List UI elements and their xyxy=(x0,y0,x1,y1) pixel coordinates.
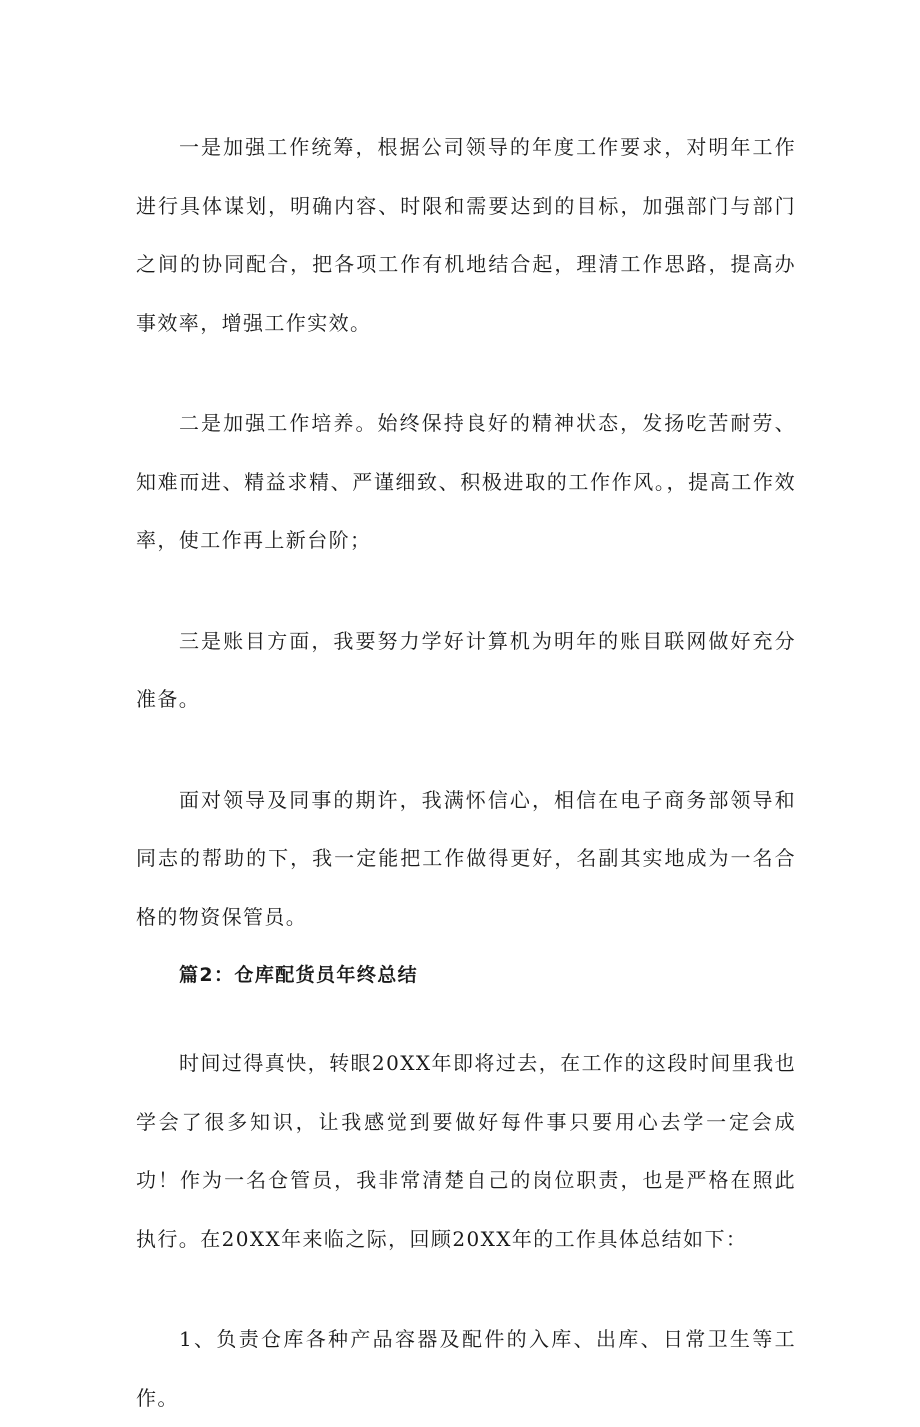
paragraph-item-1: 1、负责仓库各种产品容器及配件的入库、出库、日常卫生等工作。 xyxy=(136,1327,796,1410)
paragraph-accounts: 三是账目方面，我要努力学好计算机为明年的账目联网做好充分准备。 xyxy=(136,628,796,711)
paragraph-confidence: 面对领导及同事的期许，我满怀信心，相信在电子商务部领导和同志的帮助的下，我一定能把工作做得更好，名副其实地成为一名合格的物资保管员。 xyxy=(136,787,796,929)
paragraph-year-review: 时间过得真快，转眼20XX年即将过去，在工作的这段时间里我也学会了很多知识，让我感觉到要做好每件事只要用心去学一定会成功！作为一名仓管员，我非常清楚自己的岗位职责，也是严格在照此执行。在20XX年来临之际，回顾20XX年的工作具体总结如下： xyxy=(136,1051,796,1251)
document-body xyxy=(136,118,796,1427)
section-heading: 篇2：仓库配货员年终总结 xyxy=(179,964,419,986)
paragraph-work-coordination: 一是加强工作统筹，根据公司领导的年度工作要求，对明年工作进行具体谋划，明确内容、时限和需要达到的目标，加强部门与部门之间的协同配合，把各项工作有机地结合起，理清工作思路，提高办事效率，增强工作实效。 xyxy=(136,135,796,335)
paragraph-work-cultivation: 二是加强工作培养。始终保持良好的精神状态，发扬吃苦耐劳、知难而进、精益求精、严谨细致、积极进取的工作作风。，提高工作效率，使工作再上新台阶； xyxy=(136,411,796,552)
